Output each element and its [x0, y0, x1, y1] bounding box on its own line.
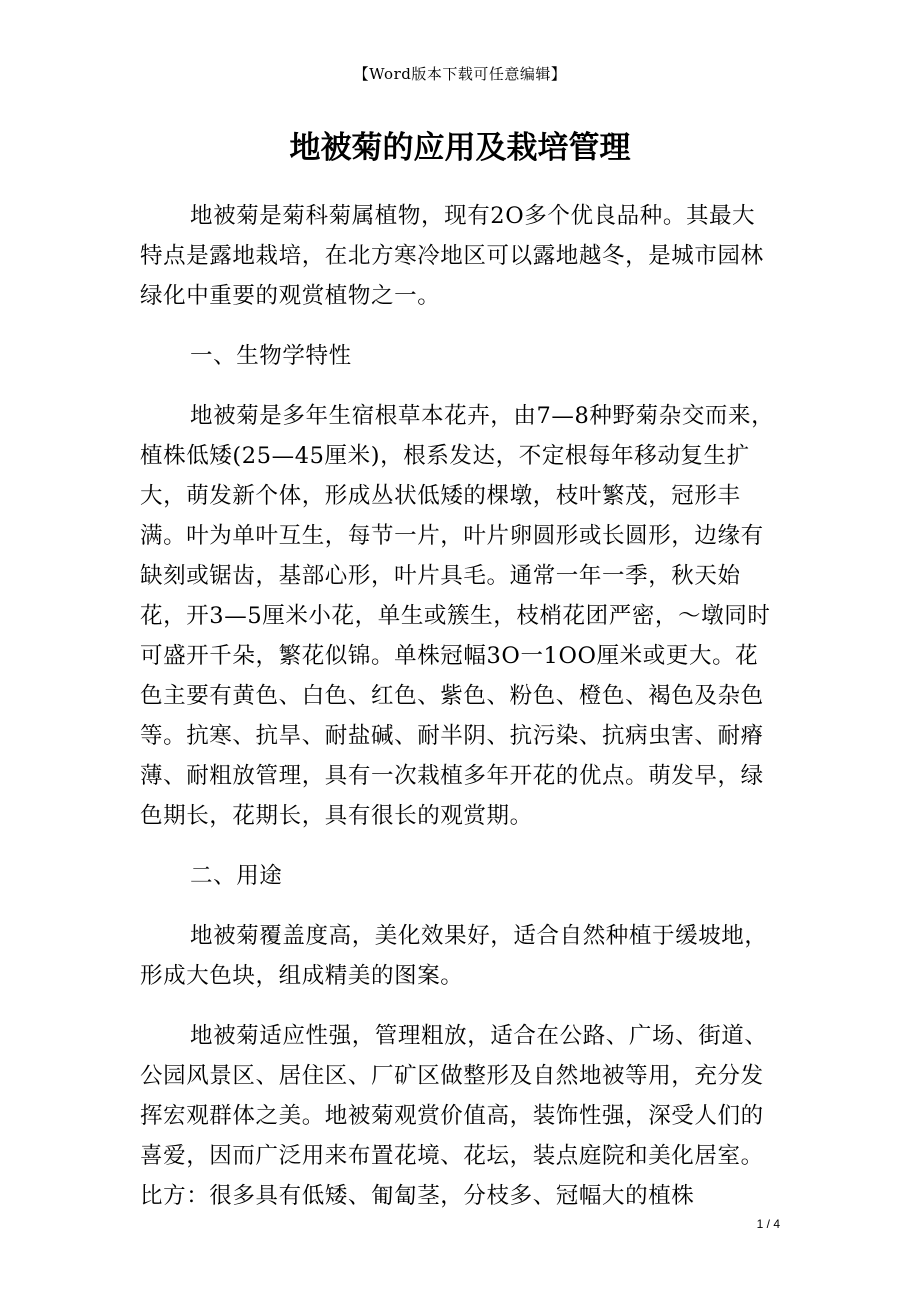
- page-number: 1 / 4: [756, 1217, 780, 1231]
- uses-paragraph-1: 地被菊覆盖度高，美化效果好，适合自然种植于缓坡地，形成大色块，组成精美的图案。: [140, 923, 768, 989]
- section-heading-uses: 二、用途: [190, 863, 283, 889]
- document-title: 地被菊的应用及栽培管理: [289, 130, 631, 166]
- download-note: 【Word版本下载可任意编辑】: [353, 65, 567, 83]
- section-heading-biology: 一、生物学特性: [190, 343, 352, 369]
- biology-paragraph: 地被菊是多年生宿根草本花卉，由7—8种野菊杂交而来，植株低矮(25—45厘米)，根系发达，不定根每年移动复生扩大，萌发新个体，形成丛状低矮的棵墩，枝叶繁茂，冠形丰满。叶为单叶互生，每节一片，叶片卵圆形或长圆形，边缘有缺刻或锯齿，基部心形，叶片具毛。通常一年一季，秋天始花，开3—5厘米小花，单生或簇生，枝梢花团严密，～墩同时可盛开千朵，繁花似锦。单株冠幅3O一1OO厘米或更大。花色主要有黄色、白色、红色、紫色、粉色、橙色、褐色及杂色等。抗寒、抗旱、耐盐碱、耐半阴、抗污染、抗病虫害、耐瘠薄、耐粗放管理，具有一次栽植多年开花的优点。萌发早，绿色期长，花期长，具有很长的观赏期。: [140, 403, 775, 829]
- intro-paragraph: 地被菊是菊科菊属植物，现有2O多个优良品种。其最大特点是露地栽培，在北方寒冷地区可以露地越冬，是城市园林绿化中重要的观赏植物之一。: [140, 203, 764, 309]
- uses-paragraph-2: 地被菊适应性强，管理粗放，适合在公路、广场、街道、公园风景区、居住区、厂矿区做整形及自然地被等用，充分发挥宏观群体之美。地被菊观赏价值高，装饰性强，深受人们的喜爱，因而广泛用来布置花境、花坛，装点庭院和美化居室。比方：很多具有低矮、匍匐茎，分枝多、冠幅大的植株: [140, 1023, 768, 1209]
- document-body: [140, 196, 776, 1236]
